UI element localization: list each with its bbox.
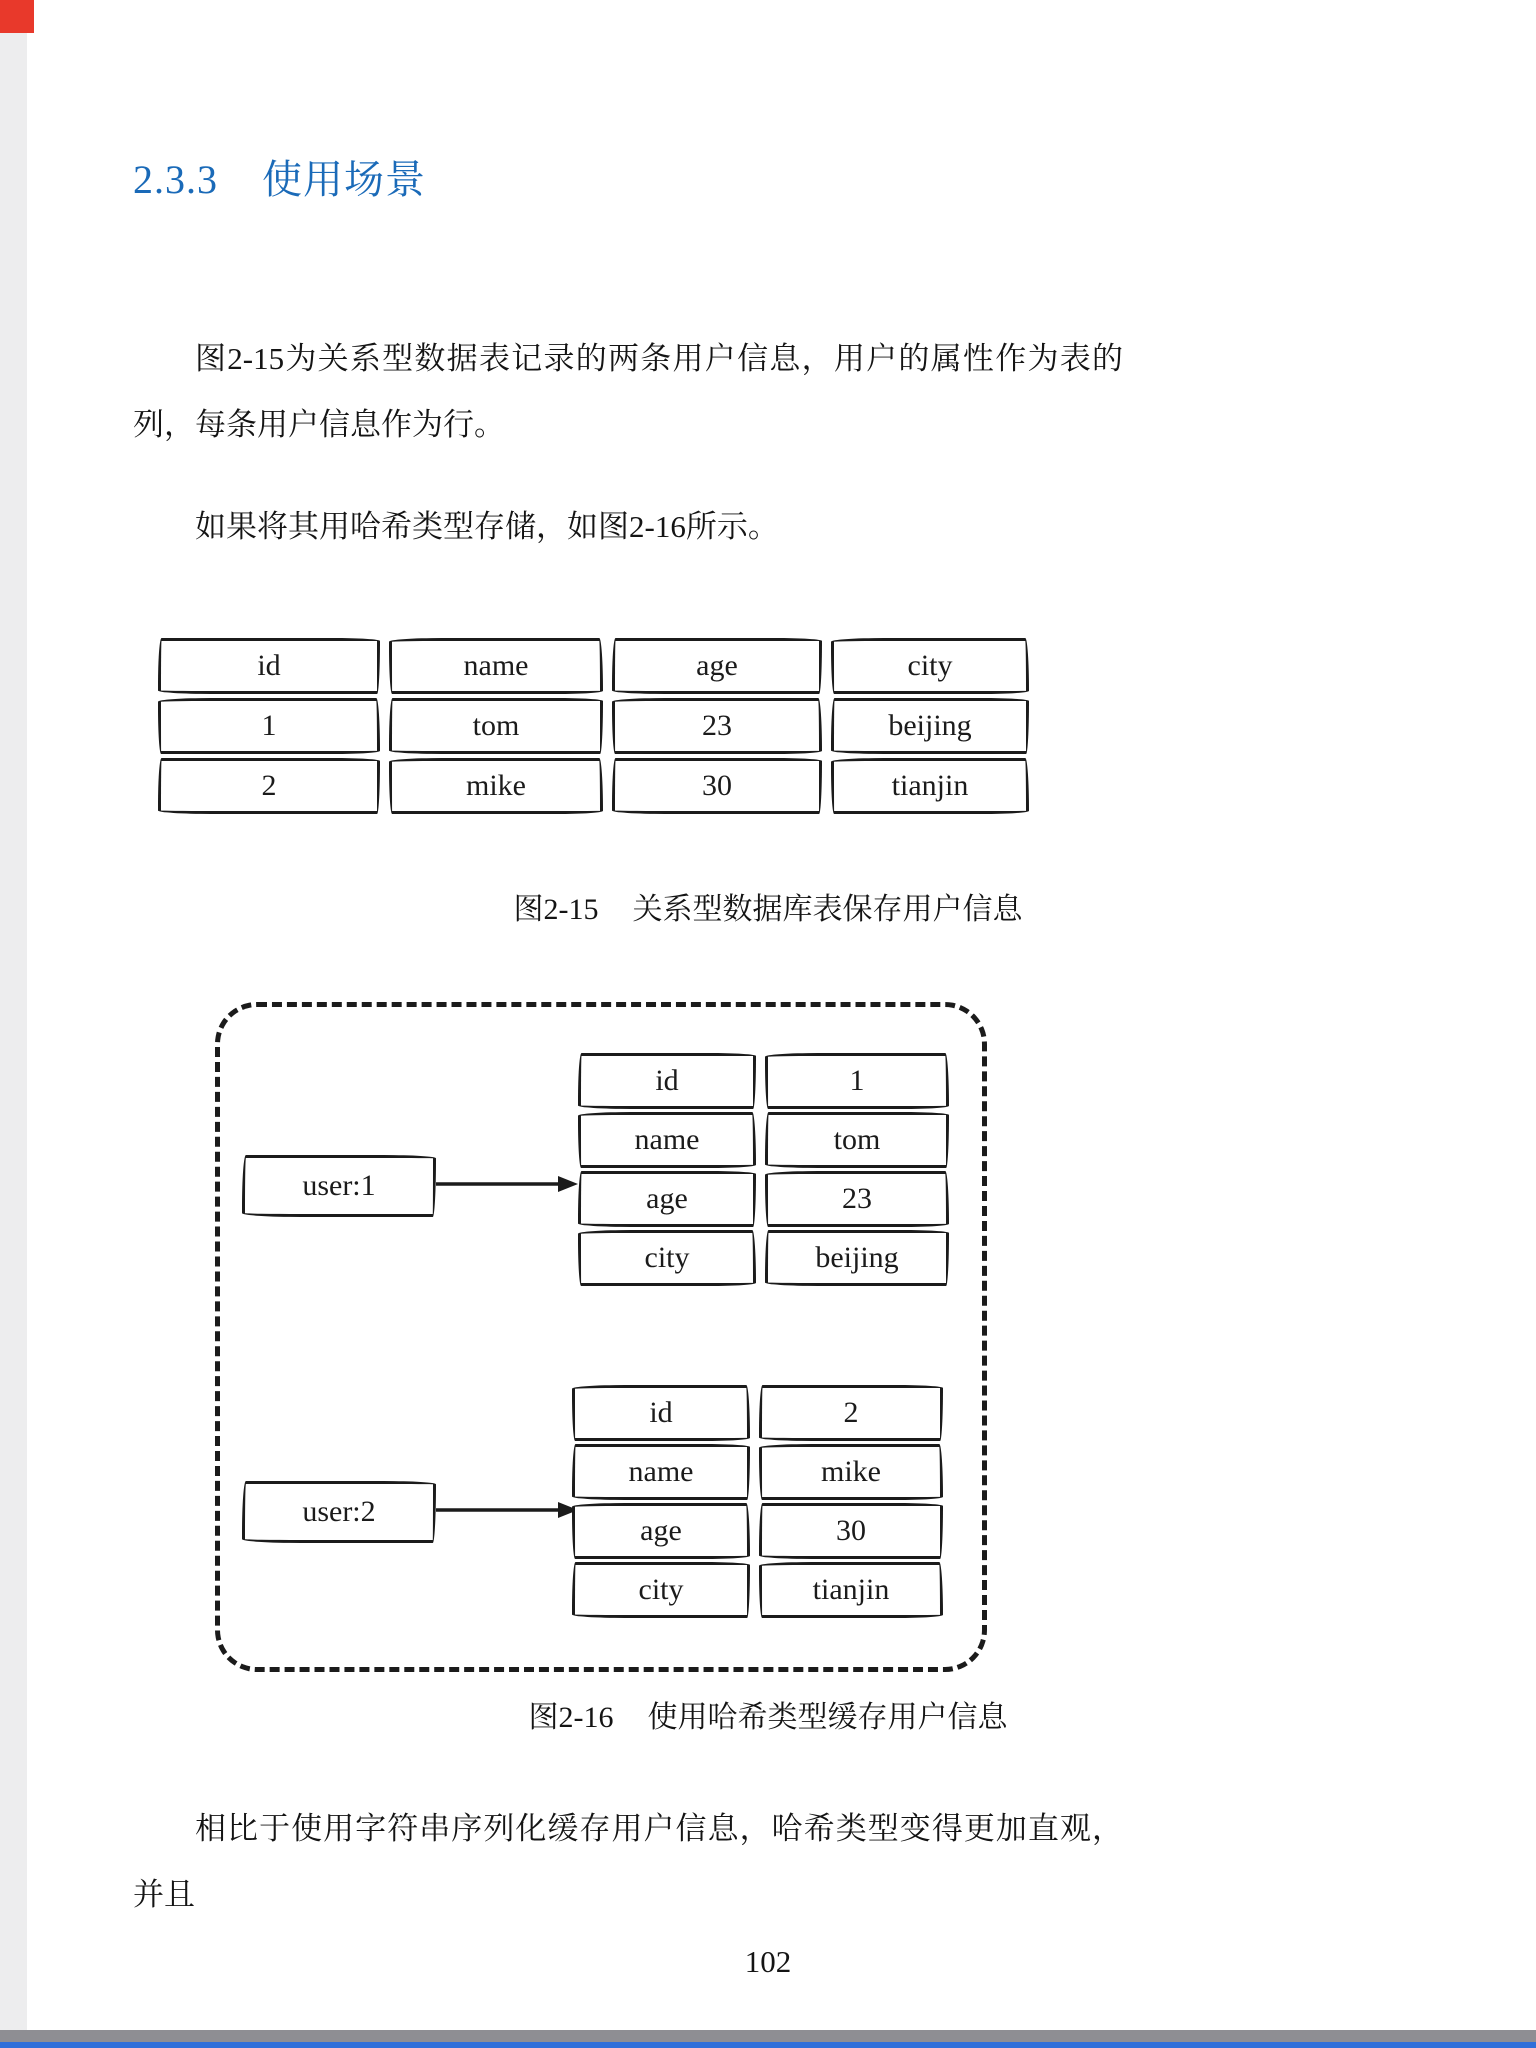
table-cell: beijing: [831, 698, 1029, 754]
footer-progress-track: [0, 2030, 1536, 2042]
table-cell: 1: [158, 698, 380, 754]
figure-title: 关系型数据库表保存用户信息: [632, 893, 1023, 926]
hash-value-cell: 30: [759, 1503, 943, 1559]
table-cell: tianjin: [831, 758, 1029, 814]
figure-label: 图2-15: [513, 893, 599, 926]
hash-field-cell: id: [578, 1053, 756, 1109]
paragraph-1: 图2-15为关系型数据表记录的两条用户信息，用户的属性作为表的列，每条用户信息作为行。: [133, 341, 1123, 442]
page-left-margin: [0, 0, 27, 2048]
table-cell: 30: [612, 758, 822, 814]
figure-title: 使用哈希类型缓存用户信息: [647, 1701, 1008, 1734]
table-header-cell: id: [158, 638, 380, 694]
hash-value-cell: tom: [765, 1112, 949, 1168]
hash-table-user2: [572, 1385, 943, 1618]
paragraph-2: 如果将其用哈希类型存储，如图2-16所示。: [195, 509, 779, 544]
table-header-cell: age: [612, 638, 822, 694]
section-heading: [133, 148, 426, 205]
hash-value-cell: 1: [765, 1053, 949, 1109]
hash-field-cell: age: [572, 1503, 750, 1559]
table-cell: mike: [389, 758, 603, 814]
figure-2-16-caption: [0, 1692, 1536, 1736]
corner-red-marker: [0, 0, 34, 33]
section-title: 使用场景: [262, 157, 426, 202]
redis-key-box-user1: user:1: [242, 1155, 436, 1217]
hash-value-cell: 2: [759, 1385, 943, 1441]
figure-2-15-table: [158, 638, 1029, 814]
hash-field-cell: name: [572, 1444, 750, 1500]
page-number: 102: [744, 1944, 792, 1979]
figure-2-15-caption: [0, 884, 1536, 928]
hash-field-cell: city: [578, 1230, 756, 1286]
hash-value-cell: 23: [765, 1171, 949, 1227]
table-header-cell: name: [389, 638, 603, 694]
footer-progress-bar: [0, 2042, 1536, 2048]
hash-field-cell: id: [572, 1385, 750, 1441]
hash-field-cell: age: [578, 1171, 756, 1227]
section-number: 2.3.3: [133, 157, 218, 202]
arrow-icon: [436, 1173, 578, 1195]
table-cell: tom: [389, 698, 603, 754]
figure-2-16-diagram: [215, 1002, 987, 1672]
hash-table-user1: [578, 1053, 949, 1286]
hash-value-cell: tianjin: [759, 1562, 943, 1618]
redis-key-box-user2: user:2: [242, 1481, 436, 1543]
table-header-cell: city: [831, 638, 1029, 694]
paragraph-3: 相比于使用字符串序列化缓存用户信息，哈希类型变得更加直观，并且: [133, 1811, 1123, 1912]
hash-field-cell: name: [578, 1112, 756, 1168]
hash-field-cell: city: [572, 1562, 750, 1618]
arrow-icon: [436, 1499, 578, 1521]
hash-value-cell: beijing: [765, 1230, 949, 1286]
table-cell: 23: [612, 698, 822, 754]
hash-value-cell: mike: [759, 1444, 943, 1500]
table-cell: 2: [158, 758, 380, 814]
figure-label: 图2-16: [528, 1701, 614, 1734]
